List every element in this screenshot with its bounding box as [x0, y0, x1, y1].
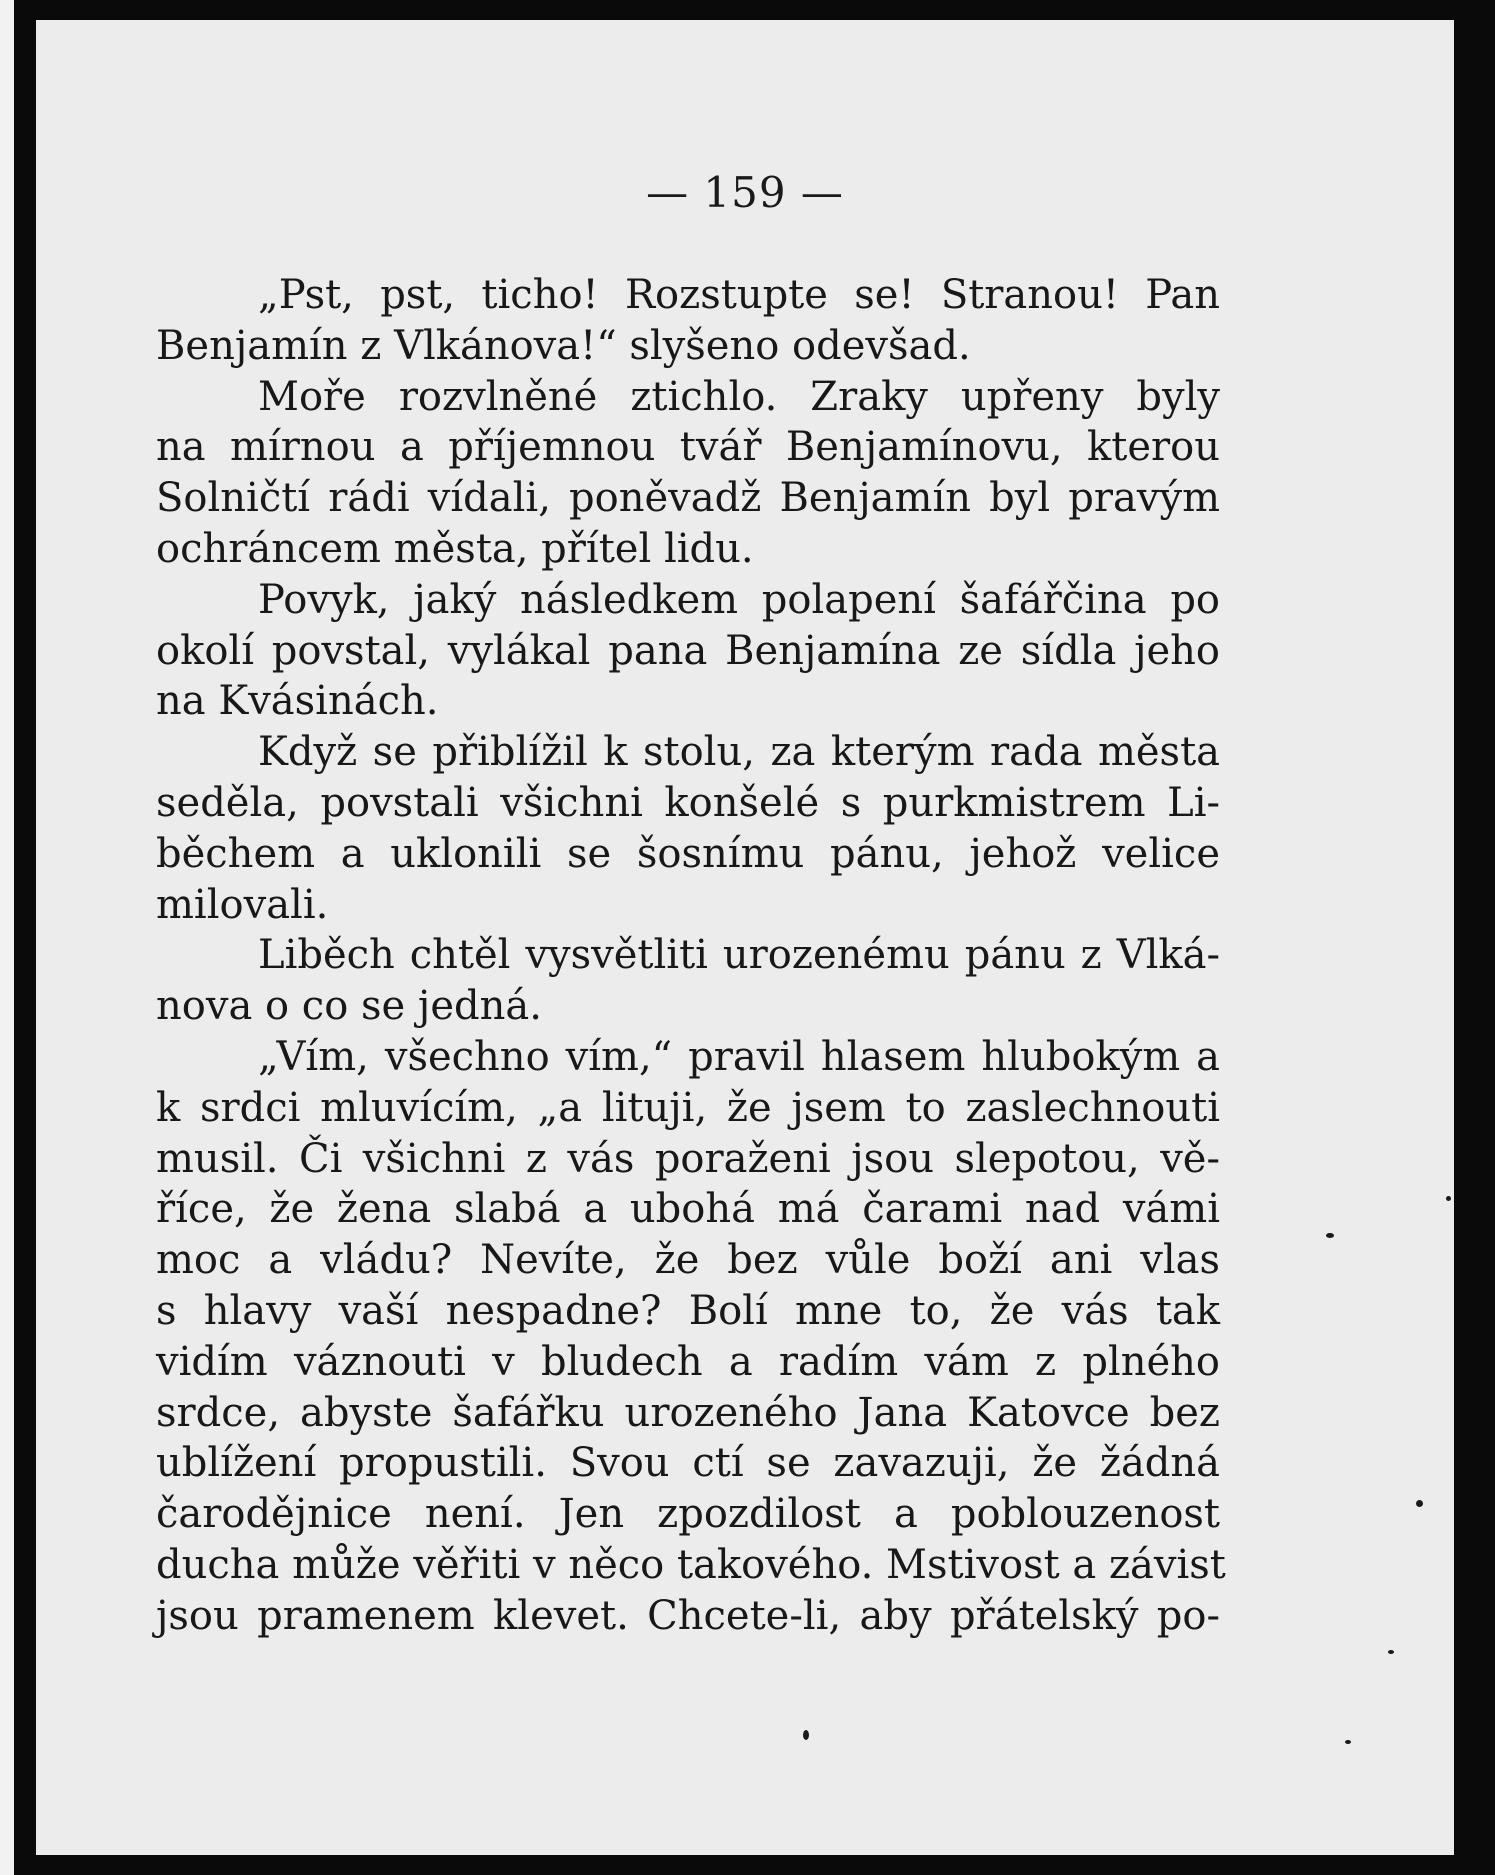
- text-line: milovali.: [156, 881, 329, 928]
- page-number: — 159 —: [646, 168, 844, 217]
- text-line: nova o co se jedná.: [156, 983, 542, 1030]
- text-line: „Vím, všechno vím,“ pravil hlasem hlubokým a: [258, 1033, 1220, 1080]
- text-line: ochráncem města, přítel lidu.: [156, 525, 754, 572]
- text-line: srdce, abyste šafářku urozeného Jana Katovce bez: [156, 1389, 1220, 1436]
- print-speck: [1326, 1233, 1334, 1238]
- print-speck: [1388, 1650, 1394, 1654]
- text-line: na mírnou a příjemnou tvář Benjamínovu, kterou: [156, 424, 1220, 471]
- text-line: ducha může věřiti v něco takového. Mstivost a závist: [156, 1541, 1226, 1588]
- text-line: říce, že žena slabá a ubohá má čarami nad vámi: [156, 1186, 1220, 1233]
- print-speck: [1446, 1196, 1451, 1201]
- text-line: seděla, povstali všichni konšelé s purkmistrem Li-: [156, 779, 1220, 826]
- text-line: Když se přiblížil k stolu, za kterým rada města: [258, 729, 1220, 776]
- text-line: běchem a uklonili se šosnímu pánu, jehož velice: [156, 830, 1220, 877]
- text-line: s hlavy vaší nespadne? Bolí mne to, že vás tak: [156, 1287, 1220, 1334]
- print-speck: [1345, 1740, 1351, 1744]
- text-line: moc a vládu? Nevíte, že bez vůle boží ani vlas: [156, 1237, 1220, 1284]
- text-line: musil. Či všichni z vás poraženi jsou slepotou, vě-: [156, 1135, 1220, 1182]
- text-line: Povyk, jaký následkem polapení šafářčina po: [258, 576, 1220, 623]
- text-line: Benjamín z Vlkánova!“ slyšeno odevšad.: [156, 322, 971, 369]
- text-line: k srdci mluvícím, „a lituji, že jsem to zaslechnouti: [156, 1084, 1220, 1131]
- text-line: jsou pramenem klevet. Chcete-li, aby přátelský po-: [156, 1592, 1220, 1639]
- text-line: čarodějnice není. Jen zpozdilost a poblouzenost: [156, 1491, 1220, 1538]
- print-speck: [803, 1730, 809, 1740]
- body-text: [156, 270, 1226, 1642]
- text-line: Liběch chtěl vysvětliti urozenému pánu z Vlká-: [258, 932, 1220, 979]
- text-line: vidím váznouti v bludech a radím vám z plného: [156, 1338, 1220, 1385]
- text-line: Moře rozvlněné ztichlo. Zraky upřeny byly: [258, 373, 1220, 420]
- text-line: okolí povstal, vylákal pana Benjamína ze sídla jeho: [156, 627, 1220, 674]
- print-speck: [1416, 1500, 1423, 1507]
- text-line: „Pst, pst, ticho! Rozstupte se! Stranou! Pan: [258, 272, 1220, 318]
- text-line: na Kvásinách.: [156, 678, 439, 725]
- text-line: Solničtí rádi vídali, poněvadž Benjamín byl pravým: [156, 475, 1220, 522]
- text-line: ublížení propustili. Svou ctí se zavazuji, že žádná: [156, 1440, 1220, 1487]
- book-page: [36, 20, 1454, 1855]
- page-left-edge: [0, 0, 14, 1875]
